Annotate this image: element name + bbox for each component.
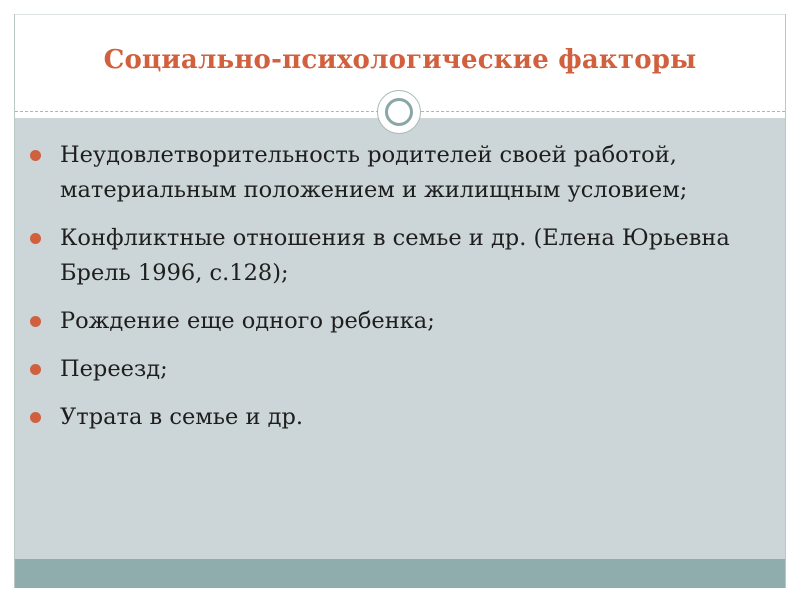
bullet-item xyxy=(30,138,760,208)
bullet-item xyxy=(30,304,760,339)
bullet-dot-icon xyxy=(30,150,41,161)
bullet-list xyxy=(30,138,760,448)
bottom-band xyxy=(15,559,785,588)
bullet-text: Переезд; xyxy=(60,356,168,382)
bullet-dot-icon xyxy=(30,412,41,423)
bullet-text: Рождение еще одного ребенка; xyxy=(60,308,435,334)
divider-ring-icon xyxy=(377,90,421,134)
divider-ring-inner xyxy=(385,98,413,126)
bullet-item xyxy=(30,221,760,291)
slide-title: Социально-психологические факторы xyxy=(103,44,697,75)
bullet-dot-icon xyxy=(30,316,41,327)
bullet-text: Утрата в семье и др. xyxy=(60,404,304,430)
slide-frame-right xyxy=(785,14,786,588)
bullet-text: Конфликтные отношения в семье и др. (Елена Юрьевна Брель 1996, с.128); xyxy=(60,225,730,286)
bullet-dot-icon xyxy=(30,233,41,244)
bullet-item xyxy=(30,400,760,435)
bullet-item xyxy=(30,352,760,387)
bullet-dot-icon xyxy=(30,364,41,375)
bullet-text: Неудовлетворительность родителей своей работой, материальным положением и жилищным условием; xyxy=(60,142,688,203)
